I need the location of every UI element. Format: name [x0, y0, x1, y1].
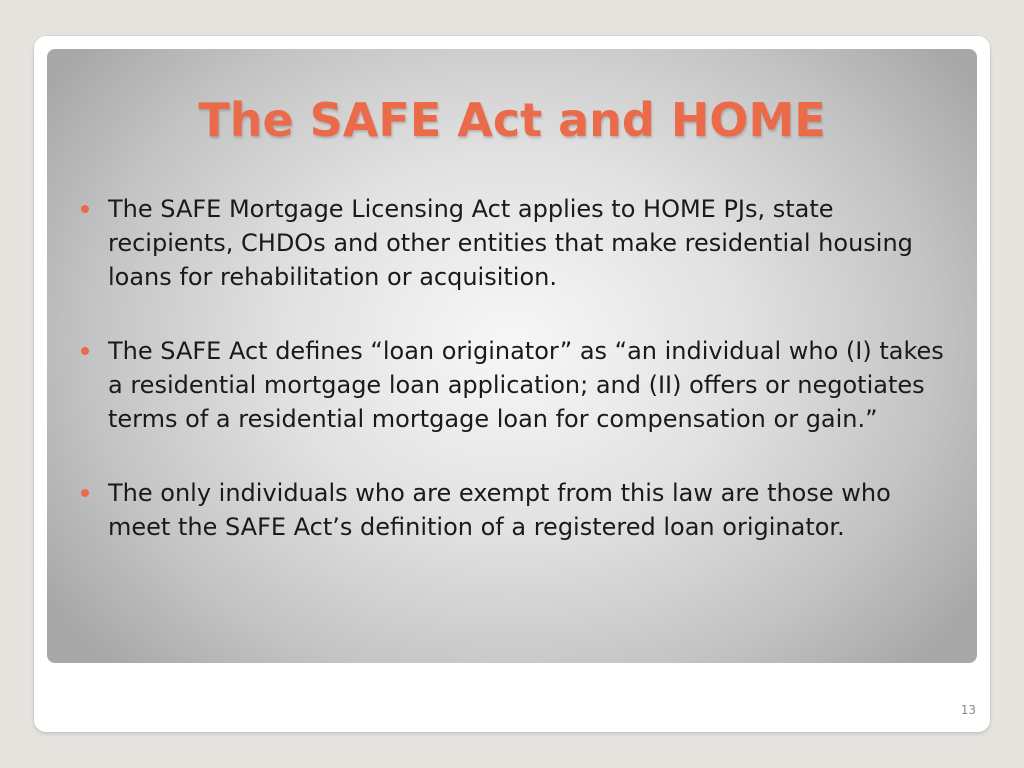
bullet-text: The SAFE Act defines “loan originator” as “an individual who (I) takes a residential mortgage loan application; and (II) offers or negotiates terms of a residential mortgage loan for compensation or gain.” [108, 337, 944, 433]
bullet-text: The only individuals who are exempt from this law are those who meet the SAFE Act’s definition of a registered loan originator. [108, 479, 891, 541]
bullet-dot-icon [81, 205, 89, 213]
bullet-item [78, 334, 958, 436]
bullet-dot-icon [81, 489, 89, 497]
slide-title: The SAFE Act and HOME [198, 93, 826, 147]
bullet-item [78, 192, 958, 294]
bullet-dot-icon [81, 347, 89, 355]
slide-page-number: 13 [960, 703, 976, 717]
bullet-list [78, 192, 958, 584]
bullet-item [78, 476, 958, 544]
bullet-text: The SAFE Mortgage Licensing Act applies to HOME PJs, state recipients, CHDOs and other entities that make residential housing loans for rehabilitation or acquisition. [108, 195, 913, 291]
